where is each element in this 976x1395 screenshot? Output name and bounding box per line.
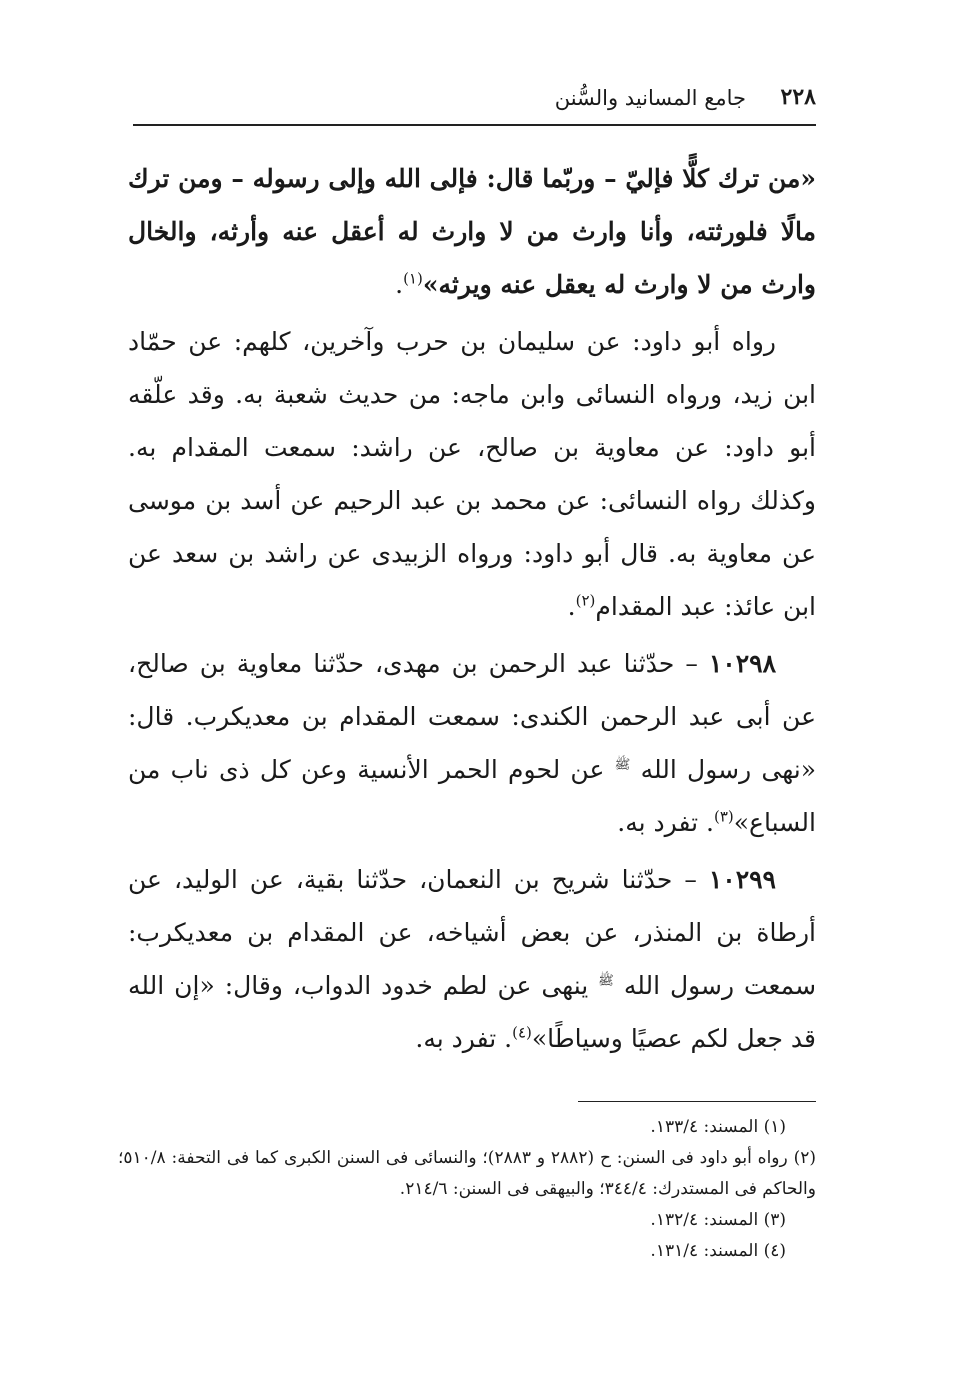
footnote-ref-2: (٢) (575, 591, 596, 610)
page-number: ٢٢٨ (780, 84, 816, 110)
footnote-2: (٢) رواه أبو داود فى السنن: ح (٢٨٨٢ و ٢٨٨٣)؛ والنسائى فى السنن الكبرى كما فى التحفة: ٥١٠/٨؛ والحاكم فى المستدرك: ٣٤٤/٤؛ والبيهقى فى السنن: ٢١٤/٦. (118, 1148, 816, 1199)
paragraph-hadith-text (128, 152, 816, 311)
main-text (128, 152, 816, 1069)
footnotes (118, 1112, 816, 1267)
hadith-matn: عن لحوم الحمر الأنسية وعن كل ذى ناب من السباع» (128, 755, 816, 837)
footnote-ref-3: (٣) (713, 807, 734, 826)
hadith-10298 (128, 637, 816, 849)
hadith-number: ١٠٢٩٩ (708, 865, 776, 894)
hadith-number: ١٠٢٩٨ (708, 649, 776, 678)
footnote-ref-1: (١) (403, 269, 423, 288)
hadith-note: . تفرد به. (617, 808, 714, 837)
footnote-3: (٣) المسند: ١٣٢/٤. (650, 1210, 786, 1230)
paragraph-takhrij (128, 315, 816, 633)
hadith-isnad: – حدّثنا عبد الرحمن بن مهدى، حدّثنا معاوية بن صالح، عن أبى عبد الرحمن الكندى: سمعت المقدام بن معديكرب. قال: «نهى رسول الله (128, 649, 816, 784)
footnote-4: (٤) المسند: ١٣١/٤. (650, 1241, 786, 1261)
page-header (160, 84, 816, 120)
hadith-10299 (128, 853, 816, 1065)
hadith-note: . تفرد به. (415, 1024, 513, 1053)
salla-glyph: ﷺ (598, 973, 614, 989)
footnote-1: (١) المسند: ١٣٣/٤. (650, 1117, 786, 1137)
punctuation: . (567, 592, 576, 621)
header-rule (133, 124, 816, 126)
hadith-matn: ينهى عن لطم خدود الدواب، وقال: «إن الله قد جعل لكم عصيًا وسياطًا» (128, 971, 816, 1053)
takhrij-text: رواه أبو داود: عن سليمان بن حرب وآخرين، كلهم: عن حمّاد ابن زيد، ورواه النسائى وابن ماجه: من حديث شعبة به. وقد علّقه أبو داود: عن معاوية بن صالح، عن راشد: سمعت المقدام به. وكذلك رواه النسائى: عن محمد بن عبد الرحيم عن أسد بن موسى عن معاوية به. قال أبو داود: ورواه الزبيدى عن راشد بن سعد عن ابن عائذ: عبد المقدام (128, 327, 816, 621)
hadith-isnad: – حدّثنا شريح بن النعمان، حدّثنا بقية، عن الوليد، عن أرطاة بن المنذر، عن بعض أشياخه، عن المقدام بن معديكرب: سمعت رسول الله (128, 865, 817, 1000)
punctuation: . (395, 270, 404, 299)
running-title: جامع المسانيد والسُّنن (554, 86, 746, 110)
salla-glyph: ﷺ (614, 757, 631, 773)
footnote-rule (578, 1101, 816, 1102)
footnote-ref-4: (٤) (512, 1023, 532, 1042)
hadith-quote: «من ترك كلًّا فإليّ – وربّما قال: فإلى الله وإلى رسوله – ومن ترك مالًا فلورثته، وأنا وارث من لا وارث له أعقل عنه وأرثه، والخال وارث من لا وارث له يعقل عنه ويرثه» (128, 164, 816, 299)
